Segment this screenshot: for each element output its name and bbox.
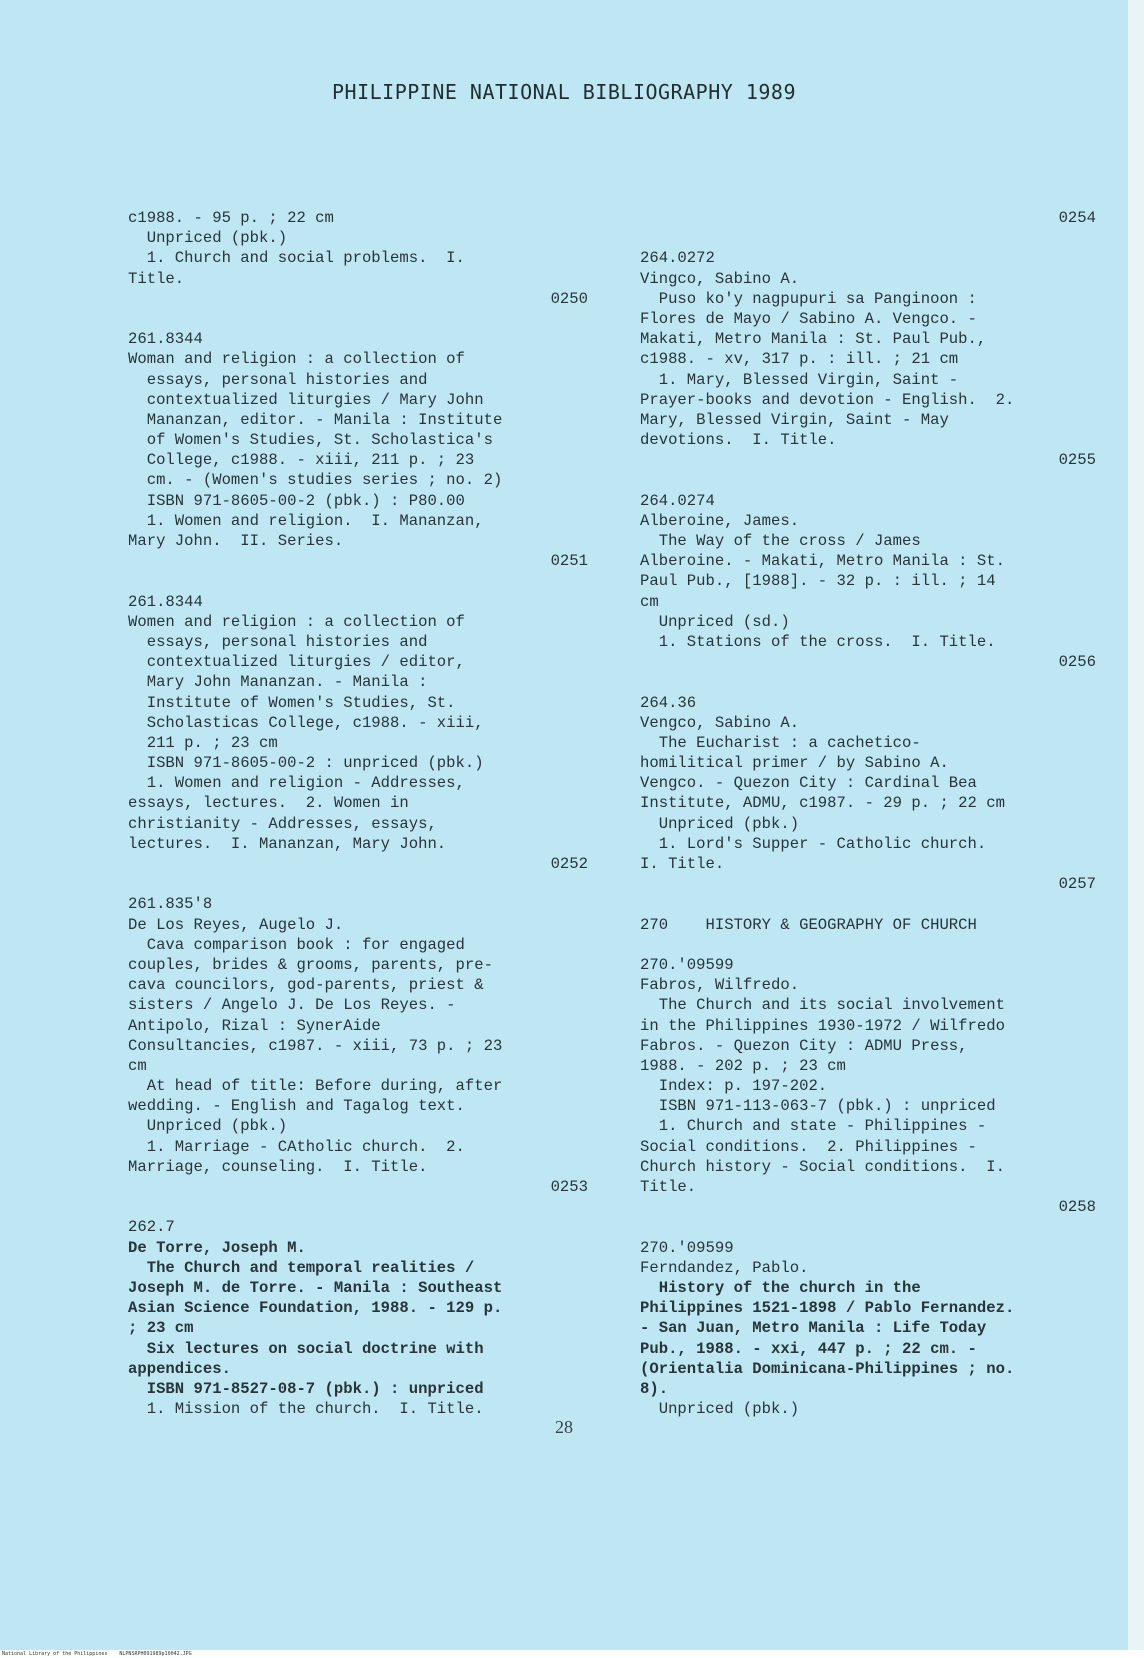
entry-line: (Orientalia Dominicana-Philippines ; no. (640, 1359, 1015, 1378)
entry-line: contextualized liturgies / Mary John (128, 390, 484, 409)
entry-line: of Women's Studies, St. Scholastica's (128, 431, 493, 450)
entry-line: Institute, ADMU, c1987. - 29 p. ; 22 cm (640, 794, 1005, 813)
entry-line: ISBN 971-8605-00-2 : unpriced (pbk.) (128, 754, 484, 773)
scan-footer: National Library of the Philippines NLPNSRPH091989p10042.JPG (0, 1650, 1144, 1658)
blank-line (640, 672, 1096, 692)
entry-line: 8). (640, 1379, 669, 1398)
entry-line: 270 HISTORY & GEOGRAPHY OF CHURCH (640, 915, 977, 934)
entry-line: The Way of the cross / James (640, 532, 921, 550)
entry-line: 264.0274 (640, 491, 715, 510)
entry-line: 1. Lord's Supper - Catholic church. (640, 834, 987, 853)
entry-line: Unpriced (pbk.) (128, 1117, 288, 1136)
entry-line: History of the church in the (640, 1278, 921, 1297)
entry-line: Mary John Mananzan. - Manila : (128, 673, 428, 692)
entry-line: Woman and religion : a collection of (128, 350, 465, 369)
entry-line: Philippines 1521-1898 / Pablo Fernandez. (640, 1299, 1015, 1318)
entry-line: c1988. - xv, 317 p. : ill. ; 21 cm (640, 350, 959, 369)
entry-line: Joseph M. de Torre. - Manila : Southeast (128, 1278, 503, 1297)
entry-line: I. Title. (640, 855, 725, 873)
entry-line: 1. Marriage - CAtholic church. 2. (128, 1137, 465, 1156)
entry-number: 0254 (1058, 209, 1096, 227)
entry-line: wedding. - English and Tagalog text. (128, 1097, 465, 1116)
entry-line: Unpriced (pbk.) (640, 1400, 800, 1419)
entry-line: Alberoine. - Makati, Metro Manila : St. (640, 552, 1005, 571)
entry-line: Unpriced (pbk.) (128, 229, 288, 248)
entry-line: 1. Women and religion - Addresses, (128, 774, 465, 793)
entry-line: cm. - (Women's studies series ; no. 2) (128, 471, 503, 490)
entry-line: 1. Church and state - Philippines - (640, 1117, 987, 1136)
entry-line: Institute of Women's Studies, St. (128, 693, 456, 712)
entry-line: christianity - Addresses, essays, (128, 814, 437, 833)
entry-line: couples, brides & grooms, parents, pre- (128, 955, 493, 974)
entry-line: Antipolo, Rizal : SynerAide (128, 1016, 381, 1035)
entry-line: homilitical primer / by Sabino A. (640, 754, 949, 773)
entry-line: Mary John. II. Series. (128, 532, 344, 550)
entry-line: Vengco. - Quezon City : Cardinal Bea (640, 774, 977, 793)
entry-line: At head of title: Before during, after (128, 1077, 503, 1096)
entry-line: ; 23 cm (128, 1319, 194, 1338)
entry-line: 264.36 (640, 693, 697, 712)
entry-line: Unpriced (sd.) (640, 612, 790, 631)
entry-line: Index: p. 197-202. (640, 1077, 828, 1096)
entry-line: 1. Stations of the cross. I. Title. (640, 632, 996, 651)
entry-line: Women and religion : a collection of (128, 612, 465, 631)
entry-line: ISBN 971-8527-08-7 (pbk.) : unpriced (128, 1379, 484, 1398)
entry-line: appendices. (128, 1359, 231, 1378)
entry-line: cm (128, 1056, 147, 1075)
entry-line: The Church and temporal realities / (128, 1258, 475, 1277)
entry-line: Church history - Social conditions. I. (640, 1157, 1005, 1176)
entry-line: The Church and its social involvement (640, 996, 1005, 1015)
entry-line: essays, lectures. 2. Women in (128, 794, 409, 813)
entry-line: Title. (128, 269, 185, 288)
entry-line: College, c1988. - xiii, 211 p. ; 23 (128, 451, 475, 470)
entry-number: 0250 (550, 289, 588, 308)
blank-line (640, 470, 1096, 490)
entry-line: Asian Science Foundation, 1988. - 129 p. (128, 1299, 503, 1318)
entry-line: 261.8344 (128, 330, 203, 349)
entry-line: Consultancies, c1987. - xiii, 73 p. ; 23 (128, 1036, 503, 1055)
entry-line: Puso ko'y nagpupuri sa Panginoon : (640, 289, 977, 308)
entry-line: Six lectures on social doctrine with (128, 1339, 484, 1358)
entry-line: Ferndandez, Pablo. (640, 1258, 809, 1277)
entry-line: 1. Mary, Blessed Virgin, Saint - (640, 370, 959, 389)
blank-line (640, 935, 1096, 955)
entry-number: 0252 (550, 855, 588, 873)
entry-line: Flores de Mayo / Sabino A. Vengco. - (640, 309, 977, 328)
blank-line (128, 571, 588, 591)
entry-line: Title. (640, 1178, 697, 1196)
blank-line (640, 228, 1096, 248)
entry-line: Mananzan, editor. - Manila : Institute (128, 410, 503, 429)
entry-line: Fabros, Wilfredo. (640, 976, 800, 995)
entry-line: 1988. - 202 p. ; 23 cm (640, 1056, 846, 1075)
entry-line: The Eucharist : a cachetico- (640, 733, 921, 752)
blank-line (640, 894, 1096, 914)
entry-line: - San Juan, Metro Manila : Life Today (640, 1319, 987, 1338)
entry-line: Paul Pub., [1988]. - 32 p. : ill. ; 14 (640, 572, 996, 591)
entry-line: ISBN 971-113-063-7 (pbk.) : unpriced (640, 1097, 996, 1116)
entry-line: lectures. I. Mananzan, Mary John. (128, 834, 447, 853)
right-column (640, 208, 1096, 1419)
entry-line: 262.7 (128, 1218, 175, 1237)
entry-number: 0251 (550, 552, 588, 571)
entry-line: c1988. - 95 p. ; 22 cm (128, 209, 334, 227)
entry-line: 270.'09599 (640, 955, 734, 974)
entry-line: Pub., 1988. - xxi, 447 p. ; 22 cm. - (640, 1339, 977, 1358)
entry-line: sisters / Angelo J. De Los Reyes. - (128, 996, 456, 1015)
entry-line: Makati, Metro Manila : St. Paul Pub., (640, 330, 987, 349)
entry-line: De Los Reyes, Augelo J. (128, 915, 344, 934)
entry-line: Cava comparison book : for engaged (128, 935, 465, 954)
entry-line: 1. Mission of the church. I. Title. (128, 1400, 484, 1419)
entry-line: 270.'09599 (640, 1238, 734, 1257)
left-column (128, 208, 588, 1419)
scan-edge (1128, 0, 1144, 1658)
entry-line: essays, personal histories and (128, 370, 428, 389)
entry-line: 261.8344 (128, 592, 203, 611)
entry-line: 1. Church and social problems. I. (128, 249, 465, 268)
entry-number: 0255 (1058, 451, 1096, 470)
entry-line: 261.835'8 (128, 895, 213, 914)
entry-line: Unpriced (pbk.) (640, 814, 800, 833)
page-number: 28 (555, 1417, 573, 1437)
entry-line: 264.0272 (640, 249, 715, 268)
entry-number: 0257 (1058, 875, 1096, 894)
entry-line: Marriage, counseling. I. Title. (128, 1157, 428, 1176)
entry-line: ISBN 971-8605-00-2 (pbk.) : P80.00 (128, 491, 465, 510)
entry-line: Social conditions. 2. Philippines - (640, 1137, 977, 1156)
entry-line: 211 p. ; 23 cm (128, 733, 278, 752)
entry-line: cava councilors, god-parents, priest & (128, 976, 484, 995)
entry-line: essays, personal histories and (128, 632, 428, 651)
entry-number: 0256 (1058, 653, 1096, 672)
page-title: PHILIPPINE NATIONAL BIBLIOGRAPHY 1989 (331, 80, 797, 104)
entry-number: 0253 (550, 1178, 588, 1196)
entry-line: Scholasticas College, c1988. - xiii, (128, 713, 484, 732)
entry-line: Mary, Blessed Virgin, Saint - May (640, 410, 949, 429)
blank-line (128, 874, 588, 894)
blank-line (128, 1197, 588, 1217)
entry-line: 1. Women and religion. I. Mananzan, (128, 511, 484, 530)
entry-line: devotions. I. Title. (640, 431, 837, 450)
entry-number: 0258 (1058, 1198, 1096, 1217)
entry-line: Prayer-books and devotion - English. 2. (640, 390, 1015, 409)
entry-line: Fabros. - Quezon City : ADMU Press, (640, 1036, 968, 1055)
entry-line: contextualized liturgies / editor, (128, 653, 465, 672)
entry-line: Vengco, Sabino A. (640, 713, 800, 732)
entry-line: De Torre, Joseph M. (128, 1238, 306, 1257)
blank-line (640, 1217, 1096, 1237)
entry-line: cm (640, 592, 659, 611)
entry-line: Alberoine, James. (640, 511, 800, 530)
entry-line: Vingco, Sabino A. (640, 269, 800, 288)
entry-line: in the Philippines 1930-1972 / Wilfredo (640, 1016, 1005, 1035)
blank-line (128, 309, 588, 329)
